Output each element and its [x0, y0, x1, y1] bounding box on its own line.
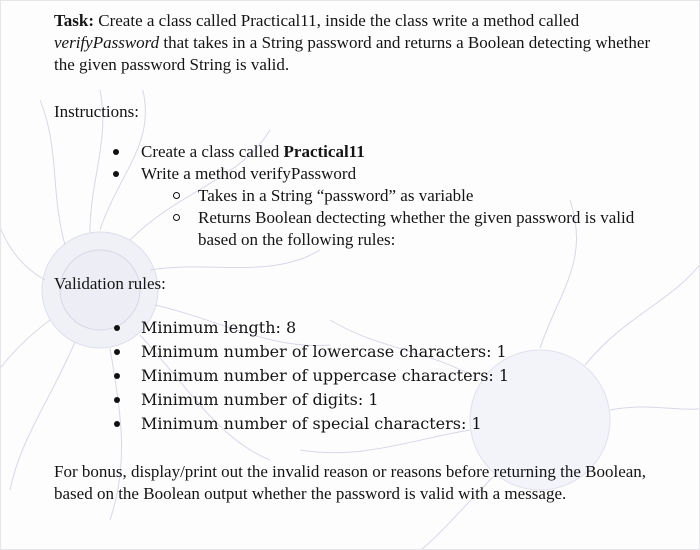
- task-paragraph: [54, 10, 664, 76]
- instruction-sub-item: [54, 207, 664, 251]
- validation-rule-text: Minimum length: 8: [141, 318, 297, 337]
- validation-rule: [54, 388, 664, 412]
- instructions-heading: Instructions:: [54, 102, 139, 121]
- validation-rule-text: Minimum number of digits: 1: [141, 390, 379, 409]
- validation-rule: [54, 412, 664, 436]
- document-body: [54, 6, 664, 505]
- validation-rule: [54, 340, 664, 364]
- validation-rule-text: Minimum number of special characters: 1: [141, 414, 482, 433]
- bullet-icon: [114, 373, 120, 379]
- bullet-icon: [114, 397, 120, 403]
- instruction-sub-item-text: Takes in a String “password” as variable: [198, 186, 474, 205]
- validation-rules-list: [54, 316, 664, 436]
- task-label: Task:: [54, 11, 95, 30]
- circle-bullet-icon: [173, 214, 180, 221]
- bullet-icon: [113, 171, 119, 177]
- task-text-after: that takes in a String password and returns a Boolean detecting whether the given password String is valid.: [54, 33, 651, 74]
- validation-rule-text: Minimum number of uppercase characters: 1: [141, 366, 510, 385]
- instruction-sub-item: [54, 185, 664, 207]
- validation-rule: [54, 316, 664, 340]
- instruction-sub-item-text: Returns Boolean dectecting whether the given password is valid based on the following rules:: [198, 208, 635, 249]
- bullet-icon: [114, 349, 120, 355]
- validation-rule-text: Minimum number of lowercase characters: 1: [141, 342, 507, 361]
- bonus-paragraph: For bonus, display/print out the invalid reason or reasons before returning the Boolean, based on the Boolean output whether the password is valid with a message.: [54, 462, 647, 503]
- validation-heading: Validation rules:: [54, 274, 166, 293]
- circle-bullet-icon: [173, 192, 180, 199]
- instruction-item-1-bold: Practical11: [283, 142, 365, 161]
- instruction-item: [54, 141, 664, 163]
- task-text-before: Create a class called Practical11, inside the class write a method called: [98, 11, 580, 30]
- bullet-icon: [114, 421, 120, 427]
- instructions-sublist: [54, 185, 664, 251]
- instruction-item: [54, 163, 664, 185]
- task-method-name: verifyPassword: [54, 33, 160, 52]
- bullet-icon: [114, 325, 120, 331]
- instructions-list: [54, 141, 664, 185]
- bullet-icon: [113, 149, 119, 155]
- validation-rule: [54, 364, 664, 388]
- instruction-item-1-prefix: Create a class called: [141, 142, 280, 161]
- instruction-item-2: Write a method verifyPassword: [141, 164, 357, 183]
